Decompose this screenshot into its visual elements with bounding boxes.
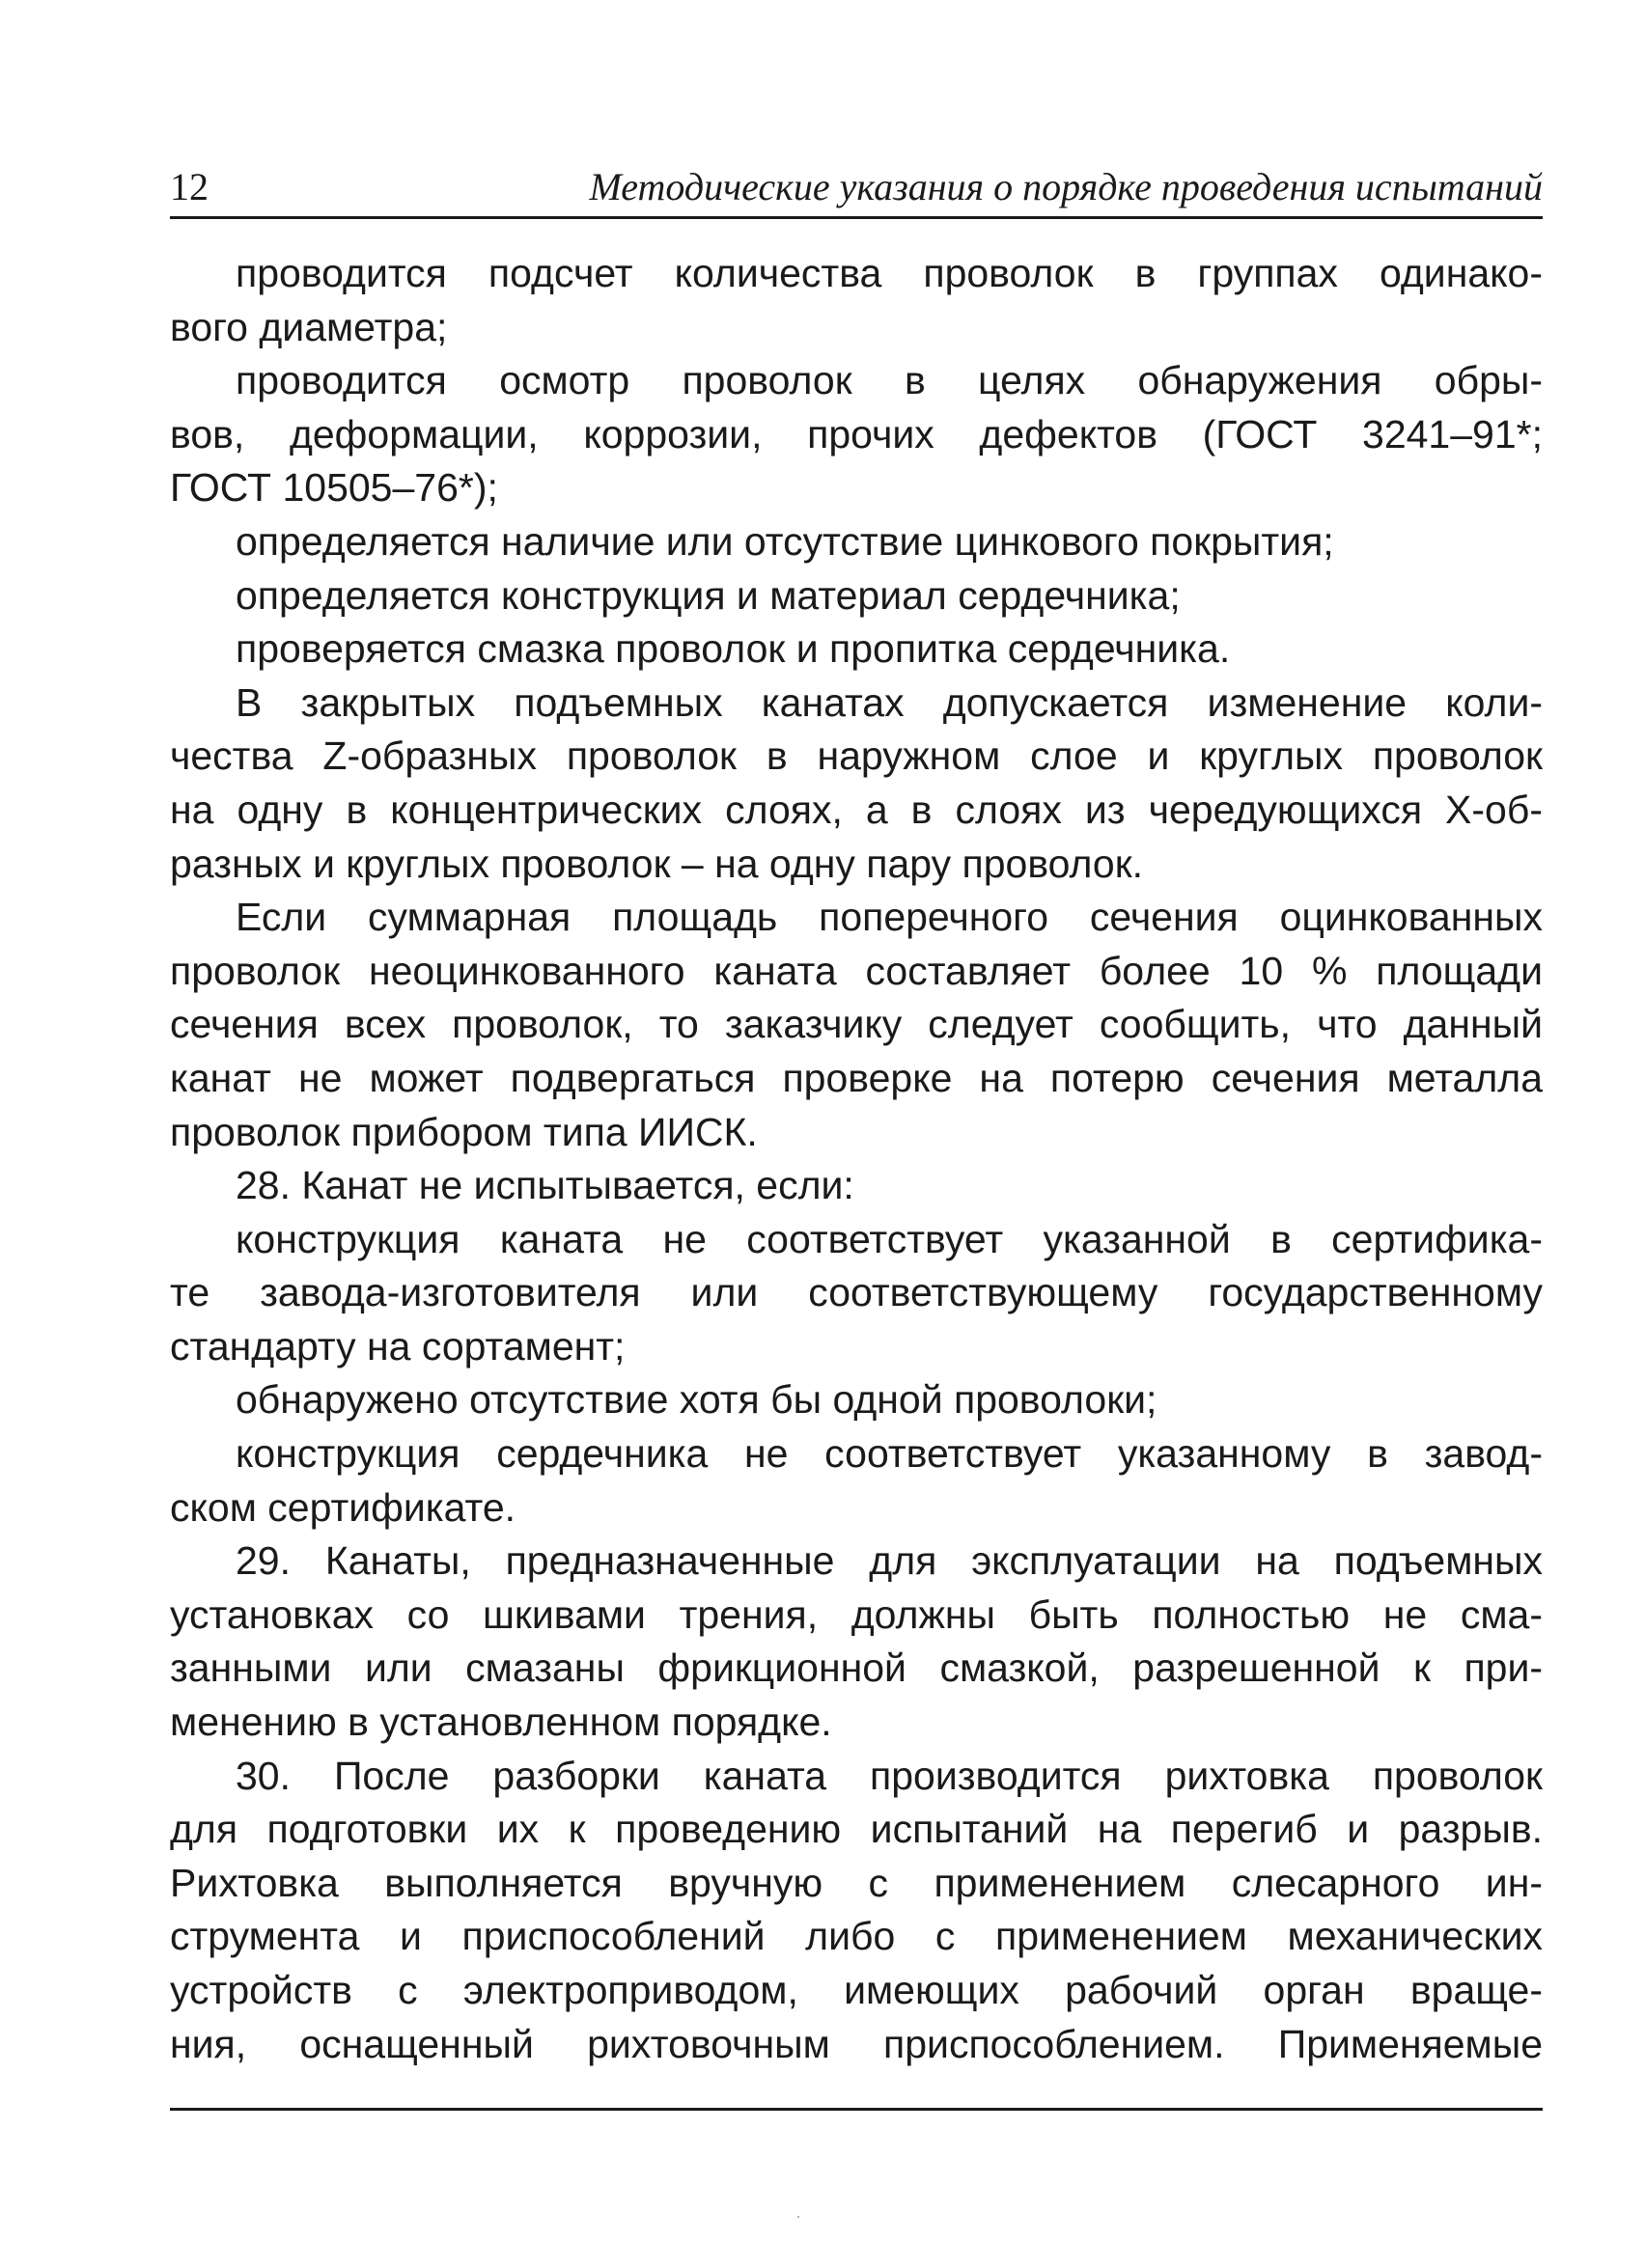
text-line: чества Z-образных проволок в наружном слое и круглых проволок xyxy=(170,733,1543,779)
text-line: 28. Канат не испытывается, если: xyxy=(236,1163,854,1208)
text-line: ния, оснащенный рихтовочным приспособлением. Применяемые xyxy=(170,2021,1543,2066)
text-line: разных и круглых проволок – на одну пару проволок. xyxy=(170,841,1144,886)
text-line: 30. После разборки каната производится рихтовка проволок xyxy=(236,1753,1543,1798)
text-line: 29. Канаты, предназначенные для эксплуатации на подъемных xyxy=(236,1538,1543,1584)
text-line: ГОСТ 10505–76*); xyxy=(170,465,498,511)
text-line: для подготовки их к проведению испытаний на перегиб и разрыв. xyxy=(170,1807,1543,1852)
text-line: проводится подсчет количества проволок в группах одинако- xyxy=(236,251,1543,295)
text-line: вого диаметра; xyxy=(170,304,448,349)
text-line: обнаружено отсутствие хотя бы одной проволоки; xyxy=(236,1377,1157,1423)
text-line: на одну в концентрических слоях, а в слоях из чередующихся X-об- xyxy=(170,787,1543,832)
running-title: Методические указания о порядке проведения испытаний xyxy=(589,165,1543,208)
header-rule xyxy=(170,216,1543,219)
scan-speck xyxy=(797,2216,799,2218)
text-line: стандарту на сортамент; xyxy=(170,1323,626,1369)
text-line: вов, деформации, коррозии, прочих дефектов (ГОСТ 3241–91*; xyxy=(170,411,1543,456)
text-line: ском сертификате. xyxy=(170,1484,516,1530)
text-line: определяется наличие или отсутствие цинкового покрытия; xyxy=(236,518,1334,564)
text-line: менению в установленном порядке. xyxy=(170,1700,832,1745)
text-line: конструкция каната не соответствует указанной в сертифика- xyxy=(236,1216,1543,1261)
text-line: конструкция сердечника не соответствует указанному в завод- xyxy=(236,1431,1543,1477)
text-line: проверяется смазка проволок и пропитка сердечника. xyxy=(236,626,1231,672)
text-line: проводится осмотр проволок в целях обнаружения обры- xyxy=(236,358,1543,403)
page-number: 12 xyxy=(170,165,209,208)
text-line: устройств с электроприводом, имеющих рабочий орган враще- xyxy=(170,1968,1543,2012)
footer-rule xyxy=(170,2108,1543,2111)
text-line: сечения всех проволок, то заказчику следует сообщить, что данный xyxy=(170,1002,1543,1047)
text-line: Рихтовка выполняется вручную с применением слесарного ин- xyxy=(170,1860,1543,1905)
text-line: проволок неоцинкованного каната составляет более 10 % площади xyxy=(170,948,1543,993)
page-header xyxy=(170,164,1543,218)
text-line: струмента и приспособлений либо с применением механических xyxy=(170,1914,1543,1959)
text-line: проволок прибором типа ИИСК. xyxy=(170,1109,758,1154)
text-line: установках со шкивами трения, должны быть полностью не сма- xyxy=(170,1591,1543,1637)
text-line: те завода-изготовителя или соответствующему государственному xyxy=(170,1270,1543,1315)
text-line: канат не может подвергаться проверке на потерю сечения металла xyxy=(170,1055,1543,1100)
text-line: Если суммарная площадь поперечного сечения оцинкованных xyxy=(236,895,1543,940)
text-line: определяется конструкция и материал сердечника; xyxy=(236,572,1181,618)
body-text xyxy=(170,247,1543,2071)
text-line: В закрытых подъемных канатах допускается изменение коли- xyxy=(236,679,1543,725)
text-line: занными или смазаны фрикционной смазкой, разрешенной к при- xyxy=(170,1646,1543,1691)
